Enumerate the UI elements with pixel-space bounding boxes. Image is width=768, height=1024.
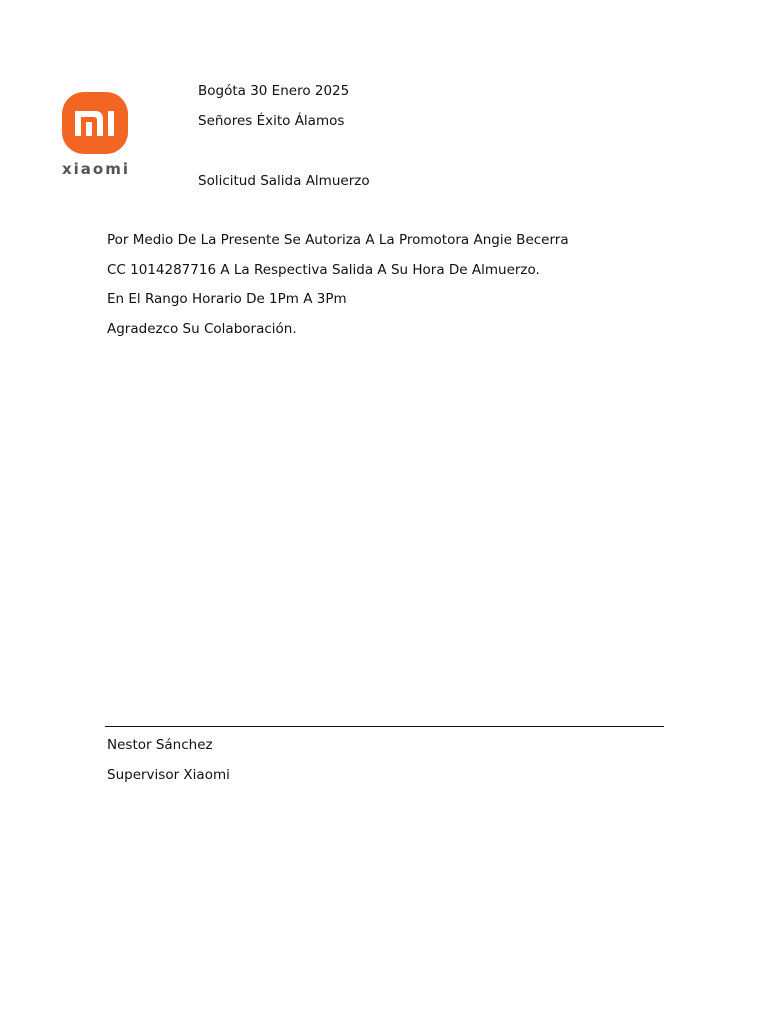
xiaomi-wordmark	[57, 161, 135, 177]
letter-date: Bogóta 30 Enero 2025	[198, 83, 350, 99]
body-line: En El Rango Horario De 1Pm A 3Pm	[107, 291, 347, 307]
letter-recipient: Señores Éxito Álamos	[198, 113, 345, 129]
xiaomi-logo	[57, 91, 135, 181]
logo-text: xiaomi	[61, 161, 131, 177]
signature-line	[105, 726, 664, 727]
body-line: Por Medio De La Presente Se Autoriza A La Promotora Angie Becerra	[107, 232, 569, 248]
signer-title: Supervisor Xiaomi	[107, 767, 230, 783]
letter-subject: Solicitud Salida Almuerzo	[198, 173, 370, 189]
mi-logo-icon	[62, 92, 128, 154]
body-line: CC 1014287716 A La Respectiva Salida A Su Hora De Almuerzo.	[107, 262, 540, 278]
body-line: Agradezco Su Colaboración.	[107, 321, 297, 337]
signer-name: Nestor Sánchez	[107, 737, 213, 753]
